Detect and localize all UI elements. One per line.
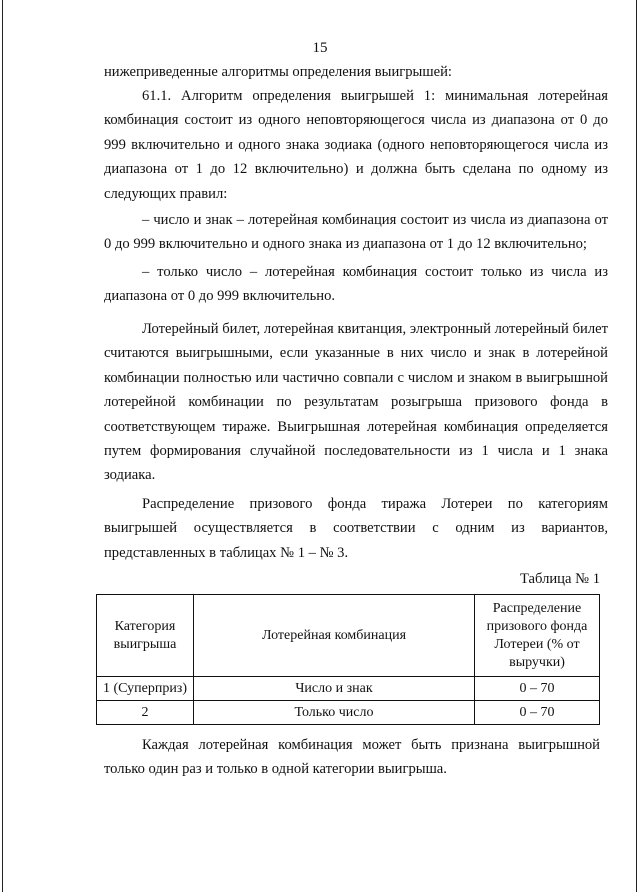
algorithm-paragraph bbox=[104, 84, 608, 206]
closing-paragraph bbox=[104, 733, 600, 782]
header-category: Категория выигрыша bbox=[97, 595, 194, 677]
distribution-paragraph bbox=[104, 492, 608, 565]
cell-category: 2 bbox=[97, 701, 194, 725]
table-row bbox=[97, 701, 600, 725]
closing-text: Каждая лотерейная комбинация может быть признана выигрышной только один раз и только в одной категории выигрыша. bbox=[104, 737, 600, 778]
intro-paragraph bbox=[104, 60, 608, 84]
algorithm-text: 61.1. Алгоритм определения выигрышей 1: минимальная лотерейная комбинация состоит из одного неповторяющегося числа из диапазона от 0 до 999 включительно и одного знака зодиака (одного неповторяющегося числа из диапазона от 1 до 12 включительно) и должна быть сделана по одному из следующих правил: bbox=[104, 88, 608, 202]
cell-distribution: 0 – 70 bbox=[475, 701, 600, 725]
header-combination: Лотерейная комбинация bbox=[194, 595, 475, 677]
cell-combination: Только число bbox=[194, 701, 475, 725]
rule-2-paragraph bbox=[104, 260, 608, 309]
scan-edge-right bbox=[636, 0, 637, 892]
cell-combination: Число и знак bbox=[194, 677, 475, 701]
table-row bbox=[97, 677, 600, 701]
table-header-row bbox=[97, 595, 600, 677]
winning-paragraph bbox=[104, 317, 608, 488]
prize-distribution-table bbox=[96, 594, 600, 725]
rule-1-paragraph bbox=[104, 208, 608, 257]
header-distribution: Распределение призового фонда Лотереи (% от выручки) bbox=[475, 595, 600, 677]
scan-edge-left bbox=[2, 0, 3, 892]
page-number: 15 bbox=[312, 40, 328, 56]
rule-2-text: – только число – лотерейная комбинация состоит только из числа из диапазона от 0 до 999 включительно. bbox=[104, 264, 608, 305]
distribution-text: Распределение призового фонда тиража Лотереи по категориям выигрышей осуществляется в соответствии с одним из вариантов, представленных в таблицах № 1 – № 3. bbox=[104, 496, 608, 561]
cell-distribution: 0 – 70 bbox=[475, 677, 600, 701]
winning-text: Лотерейный билет, лотерейная квитанция, электронный лотерейный билет считаются выигрышными, если указанные в них число и знак в лотерейной комбинации полностью или частично совпали с числом и знаком в выигрышной лотерейной комбинации по результатам розыгрыша призового фонда в соответствующем тираже. Выигрышная лотерейная комбинация определяется путем формирования случайной последовательности из 1 числа и 1 знака зодиака. bbox=[104, 321, 608, 484]
rule-1-text: – число и знак – лотерейная комбинация состоит из числа из диапазона от 0 до 999 включительно и одного знака из диапазона от 1 до 12 включительно; bbox=[104, 212, 608, 253]
table-caption: Таблица № 1 bbox=[520, 571, 600, 587]
cell-category: 1 (Суперприз) bbox=[97, 677, 194, 701]
intro-text: нижеприведенные алгоритмы определения выигрышей: bbox=[104, 64, 452, 80]
